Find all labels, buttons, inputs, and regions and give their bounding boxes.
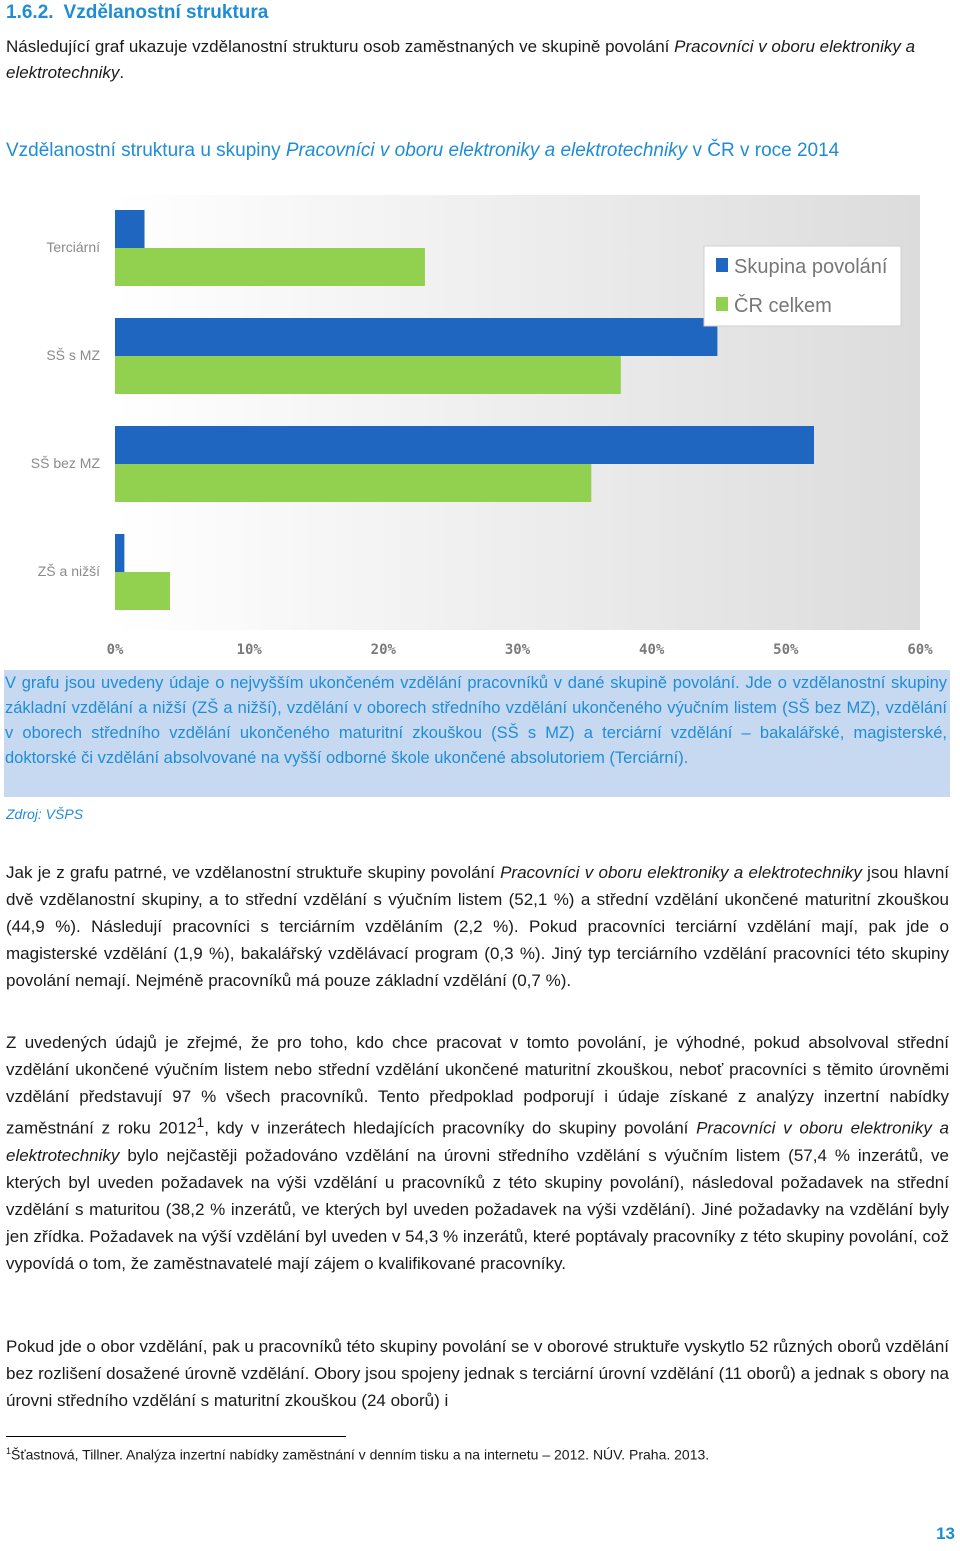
bar-zs-a-nizsi-cr-celkem — [115, 572, 170, 610]
source-label: Zdroj: VŠPS — [6, 806, 84, 822]
section-title: Vzdělanostní struktura — [63, 2, 269, 23]
section-number: 1.6.2. — [6, 2, 54, 23]
chart-title-start: Vzdělanostní struktura u skupiny — [6, 140, 286, 161]
bar-ss-s-mz-skupina-povolani — [115, 318, 717, 356]
footnote — [6, 1446, 709, 1463]
x-tick-label: 60% — [907, 642, 933, 658]
intro-end: . — [119, 63, 125, 82]
chart-title-end: v ČR v roce 2014 — [687, 140, 840, 161]
x-tick-label: 20% — [370, 642, 396, 658]
bar-ss-s-mz-cr-celkem — [115, 356, 621, 394]
x-tick-label: 50% — [773, 642, 799, 658]
legend-swatch-cr — [716, 297, 728, 311]
p2-text-d: bylo nejčastěji požadováno vzdělání na úrovni středního vzdělání s výučním listem (57,4 % inzerátů, ve kterých byl uveden požadavek na výši vzdělání u pracovníků z této skupiny povolání), následoval požadavek na střední vzdělání s maturitou (38,2 % inzerátů, ve kterých byl uveden požadavek na výši vzdělání). Jiné požadavky na vzdělání byly jen zřídka. Požadavek na výší vzdělání byl uveden v 54,3 % inzerátů, které poptávaly pracovníky z této skupiny povolání, což vypovídá o tom, že zaměstnavatelé mají zájem o kvalifikované pracovníky. — [6, 1145, 949, 1273]
p2-text-a: Z uvedených údajů je zřejmé, že pro toho, kdo chce pracovat v tomto povolání, je výhodné, pokud absolvoval střední vzdělání ukončené výučním listem nebo střední vzdělání ukončené maturitní zkouškou, neboť pracovníci s těmito úrovněmi vzdělání představují 97 % všech pracovníků. Tento předpoklad podporují i údaje získané z analýzy inzertní nabídky zaměstnání z roku 2012 — [6, 1033, 949, 1138]
chart-title — [6, 140, 839, 162]
p1-text-c: jsou hlavní dvě vzdělanostní skupiny, a to střední vzdělání s výučním listem (52,1 %) a střední vzdělání ukončené maturitní zkouškou (44,9 %). Následují pracovníci s terciárním vzděláním (2,2 %). Pokud pracovníci terciární vzdělání mají, pak jde o magisterské vzdělání (1,9 %), bakalářský vzdělávací program (0,3 %). Jiný typ terciárního vzdělání pracovníci této skupiny povolání nemají. Nejméně pracovníků má pouze základní vzdělání (0,7 %). — [6, 863, 950, 990]
bar-ss-bez-mz-cr-celkem — [115, 464, 591, 502]
legend-swatch-skupina — [716, 258, 728, 272]
category-label-ss-s-mz: SŠ s MZ — [46, 347, 100, 363]
page-number: 13 — [936, 1524, 955, 1543]
p2-text-b: , kdy v inzerátech hledajících pracovníky do skupiny povolání — [204, 1118, 697, 1138]
bar-ss-bez-mz-skupina-povolani — [115, 426, 814, 464]
category-label-terciarni: Terciární — [46, 239, 100, 255]
bar-zs-a-nizsi-skupina-povolani — [115, 534, 124, 572]
category-label-zs-a-nizsi: ZŠ a nižší — [37, 563, 100, 579]
footnote-text: Šťastnová, Tillner. Analýza inzertní nabídky zaměstnání v denním tisku a na internetu – 2012. NÚV. Praha. 2013. — [11, 1446, 710, 1463]
x-tick-label: 30% — [504, 642, 531, 658]
legend — [704, 246, 901, 326]
footnote-reference[interactable]: 1 — [196, 1115, 205, 1131]
x-tick-label: 10% — [236, 642, 262, 658]
p2-italic: Pracovníci v oboru elektroniky a elektrotechniky — [6, 1118, 949, 1165]
legend-label-cr: ČR celkem — [734, 295, 832, 317]
intro-paragraph — [6, 34, 950, 86]
intro-italic: Pracovníci v oboru elektroniky a elektrotechniky — [6, 37, 916, 82]
chart-note-box — [4, 670, 950, 797]
section-heading — [6, 2, 268, 24]
p1-text-a: Jak je z grafu patrné, ve vzdělanostní struktuře skupiny povolání — [6, 863, 501, 882]
category-label-ss-bez-mz: SŠ bez MZ — [30, 455, 100, 471]
p1-italic: Pracovníci v oboru elektroniky a elektrotechniky — [500, 863, 862, 882]
body-paragraph-3: Pokud jde o obor vzdělání, pak u pracovníků této skupiny povolání se v oborové struktuře vyskytlo 52 různých oborů vzdělání bez rozlišení dosažené úrovně vzdělání. Obory jsou spojeny jednak s terciární úrovní vzdělání (11 oborů) a jednak s obory na úrovni středního vzdělání s maturitní zkouškou (24 oborů) i — [6, 1337, 949, 1410]
chart-note: V grafu jsou uvedeny údaje o nejvyšším ukončeném vzdělání pracovníků v dané skupině povolání. Jde o vzdělanostní skupiny základní vzdělání a nižší (ZŠ a nižší), vzdělání v oborech středního vzdělání ukončeného výučním listem (SŠ bez MZ), vzdělání v oborech středního vzdělání ukončeného maturitní zkouškou (SŠ s MZ) a terciární vzdělání – bakalářské, magisterské, doktorské či vzdělání absolvované na vyšší odborné škole ukončené absolutoriem (Terciární). — [5, 674, 947, 767]
legend-label-skupina: Skupina povolání — [734, 256, 888, 278]
body-paragraph-1 — [6, 859, 949, 994]
footnote-divider — [6, 1436, 346, 1437]
intro-text: Následující graf ukazuje vzdělanostní strukturu osob zaměstnaných ve skupině povolání — [6, 37, 675, 56]
bar-terciarni-cr-celkem — [115, 248, 425, 286]
body-paragraph-2 — [6, 1029, 949, 1277]
x-tick-label: 40% — [639, 642, 665, 658]
footnote-number: 1 — [6, 1446, 12, 1456]
x-tick-label: 0% — [106, 642, 124, 658]
bar-chart — [0, 180, 960, 662]
chart-title-italic: Pracovníci v oboru elektroniky a elektrotechniky — [285, 140, 688, 161]
bar-terciarni-skupina-povolani — [115, 210, 145, 248]
